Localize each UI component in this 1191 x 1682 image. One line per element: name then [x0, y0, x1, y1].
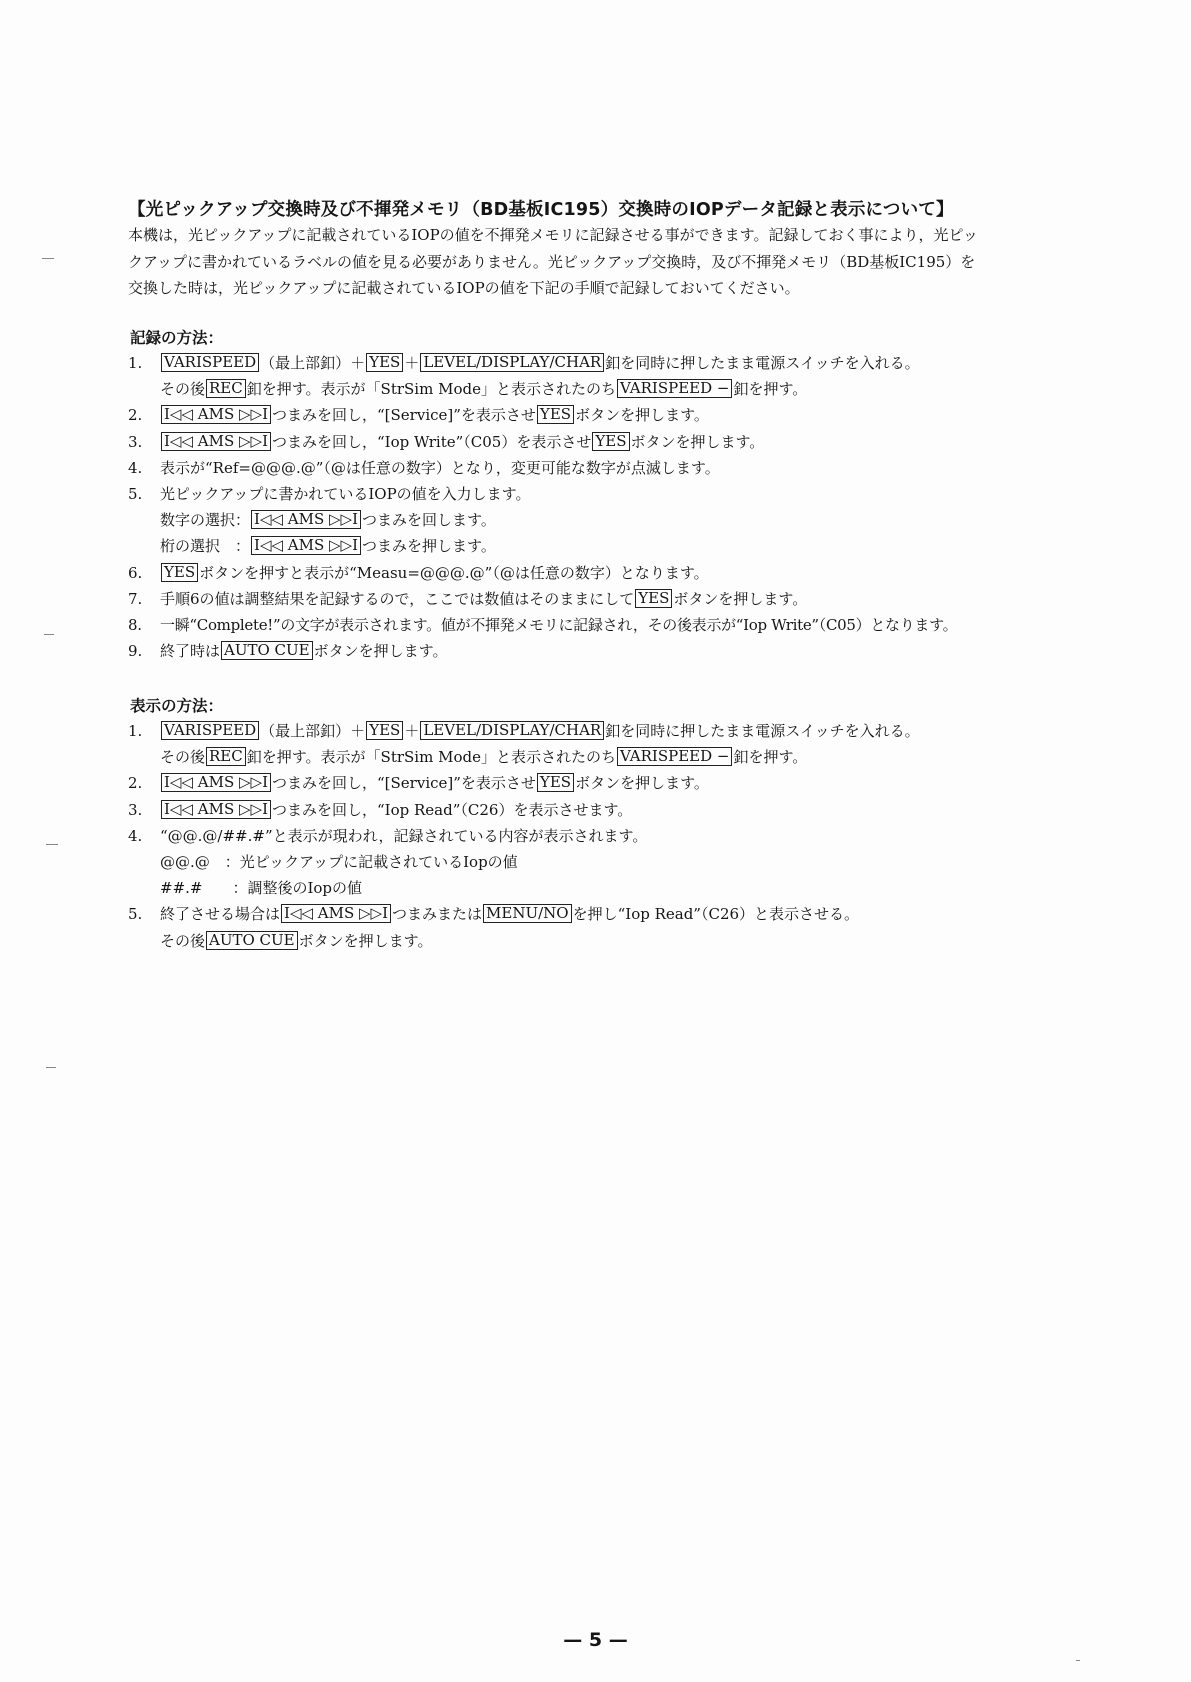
step-text: 釦を押す。 [733, 748, 808, 767]
display-step-3 [128, 797, 1088, 823]
display-step-4-value-b [128, 875, 1088, 901]
display-step-4 [128, 823, 1088, 849]
record-step-7 [128, 586, 1088, 612]
step-text: つまみを回し，“Iop Read”（C26）を表示させます。 [272, 800, 633, 819]
step-text: つまみを回します。 [362, 511, 496, 530]
intro-paragraph [128, 222, 1088, 302]
record-step-5-digit [128, 507, 1088, 533]
intro-line: 本機は，光ピックアップに記載されているIOPの値を不揮発メモリに記録させる事ができます。記録しておく事により，光ピッ [128, 226, 978, 244]
intro-line: クアップに書かれているラベルの値を見る必要がありません。光ピックアップ交換時，及び不揮発メモリ（BD基板IC195）を [128, 252, 976, 271]
step-text: 桁の選択 ： [160, 537, 251, 556]
record-step-1-cont [128, 376, 1088, 402]
yes-key: YES [635, 589, 672, 608]
step-text: 釦を押す。 [733, 380, 808, 399]
step-text: その後 [160, 931, 206, 950]
display-step-4-value-a [128, 849, 1088, 875]
step-text: 数字の選択： [160, 511, 251, 530]
step-number: 8. [128, 615, 142, 634]
auto-cue-key: AUTO CUE [206, 931, 298, 950]
step-text: ボタンを押します。 [313, 642, 448, 661]
yes-key: YES [537, 405, 574, 424]
step-text: 一瞬“Complete!”の文字が表示されます。値が不揮発メモリに記録され，その後表示が“Iop Write”（C05）となります。 [160, 615, 958, 634]
step-text: ボタンを押します。 [298, 931, 433, 950]
varispeed-key: VARISPEED [161, 721, 259, 740]
display-step-5 [128, 901, 1088, 927]
yes-key: YES [161, 563, 198, 582]
rec-key: REC [206, 379, 246, 398]
record-step-5-place [128, 533, 1088, 559]
ams-knob-key: I◁◁ AMS ▷▷I [251, 510, 361, 529]
display-step-5-cont [128, 928, 1088, 954]
step-number: 5. [128, 905, 143, 924]
step-text: つまみを回し，“Iop Write”（C05）を表示させ [272, 432, 592, 451]
display-steps [128, 718, 1088, 954]
record-step-9 [128, 638, 1088, 664]
step-number: 6. [128, 563, 143, 582]
ams-knob-key: I◁◁ AMS ▷▷I [161, 432, 271, 451]
step-number: 1. [128, 722, 143, 740]
ams-knob-key: I◁◁ AMS ▷▷I [251, 536, 361, 555]
step-number: 4. [128, 826, 143, 845]
auto-cue-key: AUTO CUE [221, 641, 313, 660]
level-display-char-key: LEVEL/DISPLAY/CHAR [420, 353, 604, 372]
scan-speck [42, 258, 54, 259]
display-step-2 [128, 770, 1088, 796]
scan-speck [44, 634, 54, 635]
record-step-3 [128, 429, 1088, 455]
rec-key: REC [206, 747, 246, 766]
record-step-4 [128, 455, 1088, 481]
step-text: つまみを押します。 [362, 537, 496, 556]
step-number: 9. [128, 642, 143, 661]
step-text: ##.# ：調整後のIopの値 [160, 879, 363, 898]
step-text: ボタンを押します。 [673, 589, 808, 608]
scan-speck [1076, 1660, 1080, 1661]
record-step-5 [128, 481, 1088, 507]
step-number: 5. [128, 484, 143, 503]
step-text: 釦を同時に押したまま電源スイッチを入れる。 [605, 354, 920, 372]
step-text: つまみを回し，“[Service]”を表示させ [272, 774, 536, 793]
step-text: つまみを回し，“[Service]”を表示させ [272, 406, 536, 425]
ams-knob-key: I◁◁ AMS ▷▷I [281, 904, 391, 923]
level-display-char-key: LEVEL/DISPLAY/CHAR [420, 721, 604, 740]
record-step-2 [128, 402, 1088, 428]
step-text: @@.@ ：光ピックアップに記載されているIopの値 [160, 852, 518, 871]
step-text: ボタンを押します。 [630, 432, 765, 451]
step-number: 7. [128, 589, 143, 608]
step-text: 釦を押す。表示が「StrSim Mode」と表示されたのち [246, 380, 616, 399]
yes-key: YES [592, 432, 629, 451]
record-step-1 [128, 350, 1088, 376]
step-text: ボタンを押すと表示が“Measu=@@@.@”（@は任意の数字）となります。 [199, 563, 709, 582]
step-text: その後 [160, 748, 206, 767]
display-step-1 [128, 718, 1088, 744]
ams-knob-key: I◁◁ AMS ▷▷I [161, 773, 271, 792]
step-text: ボタンを押します。 [575, 406, 709, 425]
step-text: 光ピックアップに書かれているIOPの値を入力します。 [160, 484, 531, 503]
display-heading: 表示の方法： [130, 697, 224, 715]
step-text: 手順6の値は調整結果を記録するので，ここでは数値はそのままにして [160, 589, 635, 608]
scan-speck [46, 1067, 56, 1068]
ams-knob-key: I◁◁ AMS ▷▷I [161, 800, 271, 819]
yes-key: YES [366, 721, 403, 740]
yes-key: YES [537, 773, 574, 792]
ams-knob-key: I◁◁ AMS ▷▷I [161, 405, 271, 424]
step-text: 終了時は [160, 642, 221, 661]
step-text: ＋ [404, 354, 420, 372]
step-text: ボタンを押します。 [575, 774, 709, 793]
step-text: “@@.@/##.#”と表示が現われ，記録されている内容が表示されます。 [160, 826, 648, 845]
menu-no-key: MENU/NO [483, 904, 572, 923]
varispeed-key: VARISPEED [161, 353, 259, 372]
page-title: 【光ピックアップ交換時及び不揮発メモリ（BD基板IC195）交換時のIOPデータ記録と表示について】 [128, 200, 954, 220]
step-number: 1. [128, 354, 143, 372]
varispeed-minus-key: VARISPEED − [617, 747, 733, 766]
step-text: 表示が“Ref=@@@.@”（@は任意の数字）となり，変更可能な数字が点滅します。 [160, 458, 720, 477]
display-step-1-cont [128, 744, 1088, 770]
record-steps [128, 350, 1088, 664]
intro-line: 交換した時は，光ピックアップに記載されているIOPの値を下記の手順で記録しておいてください。 [128, 279, 800, 297]
step-text: を押し“Iop Read”（C26）と表示させる。 [572, 905, 860, 924]
step-text: 釦を押す。表示が「StrSim Mode」と表示されたのち [246, 748, 616, 767]
step-text: （最上部釦）＋ [260, 722, 366, 740]
step-number: 3. [128, 800, 143, 819]
record-heading: 記録の方法： [130, 329, 224, 347]
step-text: （最上部釦）＋ [260, 354, 366, 372]
varispeed-minus-key: VARISPEED − [617, 379, 733, 398]
step-text: つまみまたは [392, 905, 483, 924]
step-number: 4. [128, 458, 143, 477]
page-number: — 5 — [563, 1629, 628, 1651]
step-number: 2. [128, 774, 143, 793]
step-number: 3. [128, 432, 143, 451]
record-step-8 [128, 612, 1088, 638]
scan-speck [46, 844, 58, 845]
step-text: その後 [160, 380, 206, 399]
step-text: 終了させる場合は [160, 905, 281, 924]
record-step-6 [128, 560, 1088, 586]
step-number: 2. [128, 406, 143, 425]
step-text: ＋ [404, 722, 420, 740]
step-text: 釦を同時に押したまま電源スイッチを入れる。 [605, 722, 920, 740]
yes-key: YES [366, 353, 403, 372]
